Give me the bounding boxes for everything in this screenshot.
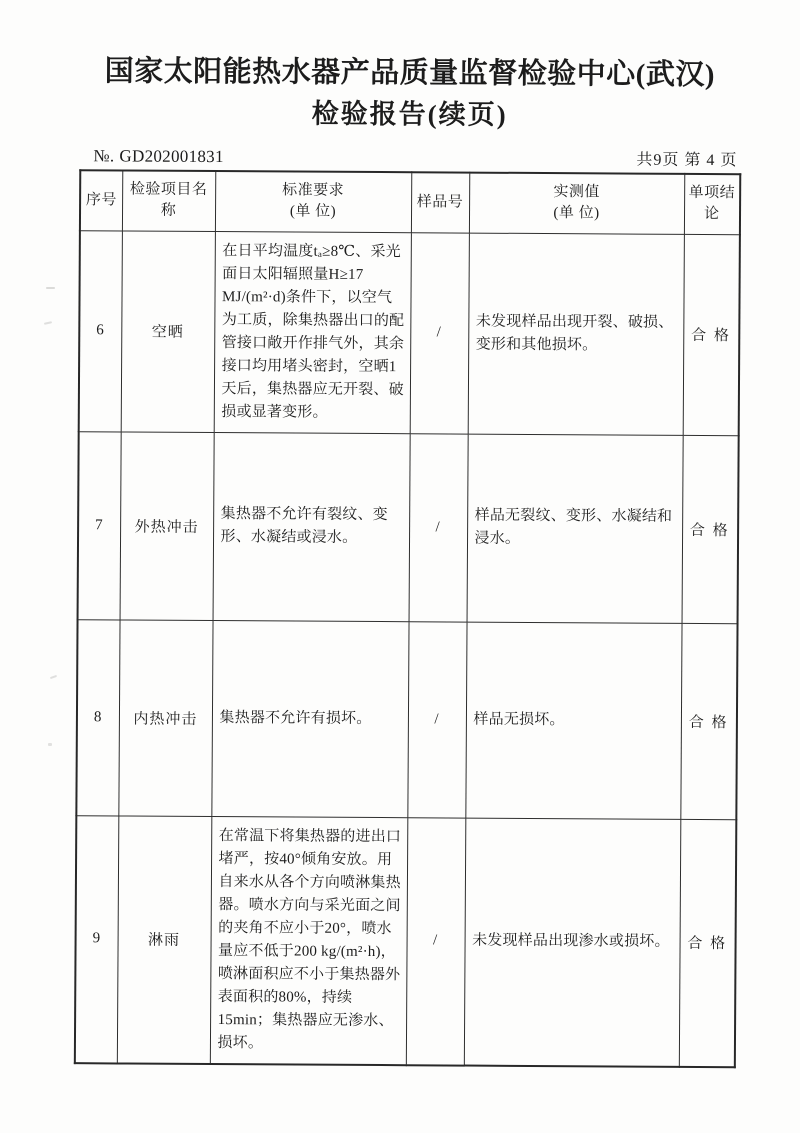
scan-speck [50,675,57,679]
report-number-label: №. [93,146,115,166]
inspection-results-table [74,169,741,1068]
table-row [79,230,740,435]
header-conclusion-label: 单项结论 [688,185,736,223]
report-title: 检验报告(续页) [311,98,508,130]
header-seq-label: 序号 [85,191,117,209]
row-standard: 集热器不允许有裂纹、变形、水凝结或浸水。 [213,432,410,621]
row-sample: / [410,232,469,433]
row-seq: 8 [76,619,119,815]
row-seq: 6 [79,230,122,431]
page-indicator: 共9页 第 4 页 [636,151,738,170]
row-conclusion: 合 格 [680,623,737,819]
row-conclusion: 合 格 [683,234,740,435]
report-meta-row [79,143,739,170]
header-seq [80,170,122,230]
header-sample-no [411,172,469,232]
row-item: 外热冲击 [120,431,214,620]
row-standard: 在日平均温度tₐ≥8℃、采光面日太阳辐照量H≥17 MJ/(m²·d)条件下，以空气为工质，除集热器出口的配管接口敞开作排气外，其余接口均用堵头密封，空晒1天后，集热器应无开裂、破损或显著变形。 [214,231,411,433]
scan-speck [44,321,52,325]
row-conclusion: 合 格 [682,435,739,623]
report-number [93,146,224,167]
row-sample: / [409,433,468,621]
row-seq: 9 [75,815,119,1063]
row-item: 内热冲击 [118,619,212,816]
table-row [78,431,739,623]
scan-speck [48,743,52,746]
table-header-row [80,170,740,234]
header-item-name [122,170,215,231]
header-standard-label: 标准要求 [282,182,345,200]
row-measured: 样品无裂纹、变形、水凝结和浸水。 [467,434,683,623]
header-sample-no-label: 样品号 [416,194,464,211]
page-content [74,53,740,1068]
row-standard: 集热器不允许有损坏。 [211,620,408,817]
row-sample: / [406,817,466,1065]
header-measured-label: 实测值 [553,184,600,201]
row-measured: 未发现样品出现开裂、破损、变形和其他损坏。 [468,233,684,435]
header-measured-unit: (单 位) [553,205,600,222]
header-measured [469,173,684,234]
row-measured: 未发现样品出现渗水或损坏。 [464,818,681,1067]
row-measured: 样品无损坏。 [465,622,681,819]
report-number-value: GD202001831 [119,146,224,167]
scan-speck [46,287,55,289]
row-item: 空晒 [121,230,215,432]
row-standard: 在常温下将集热器的进出口堵严，按40°倾角安放。用自来水从各个方向喷淋集热器。喷水方向与采光面之间的夹角不应小于20°，喷水量应不低于200 kg/(m²·h)，喷淋面积应不小于集热器外表面积的80%，持续15min；集热器应无渗水、损坏。 [210,816,408,1065]
row-sample: / [407,621,466,817]
header-standard [215,171,411,232]
row-seq: 7 [78,431,121,619]
row-conclusion: 合 格 [679,819,737,1067]
center-title: 国家太阳能热水器产品质量监督检验中心(武汉) [104,55,716,92]
header-standard-unit: (单 位) [289,203,337,221]
table-row [75,815,736,1067]
table-row [76,619,737,819]
header-conclusion [684,174,740,234]
header-item-name-label: 检验项目名称 [129,181,208,220]
row-item: 淋雨 [117,815,212,1063]
